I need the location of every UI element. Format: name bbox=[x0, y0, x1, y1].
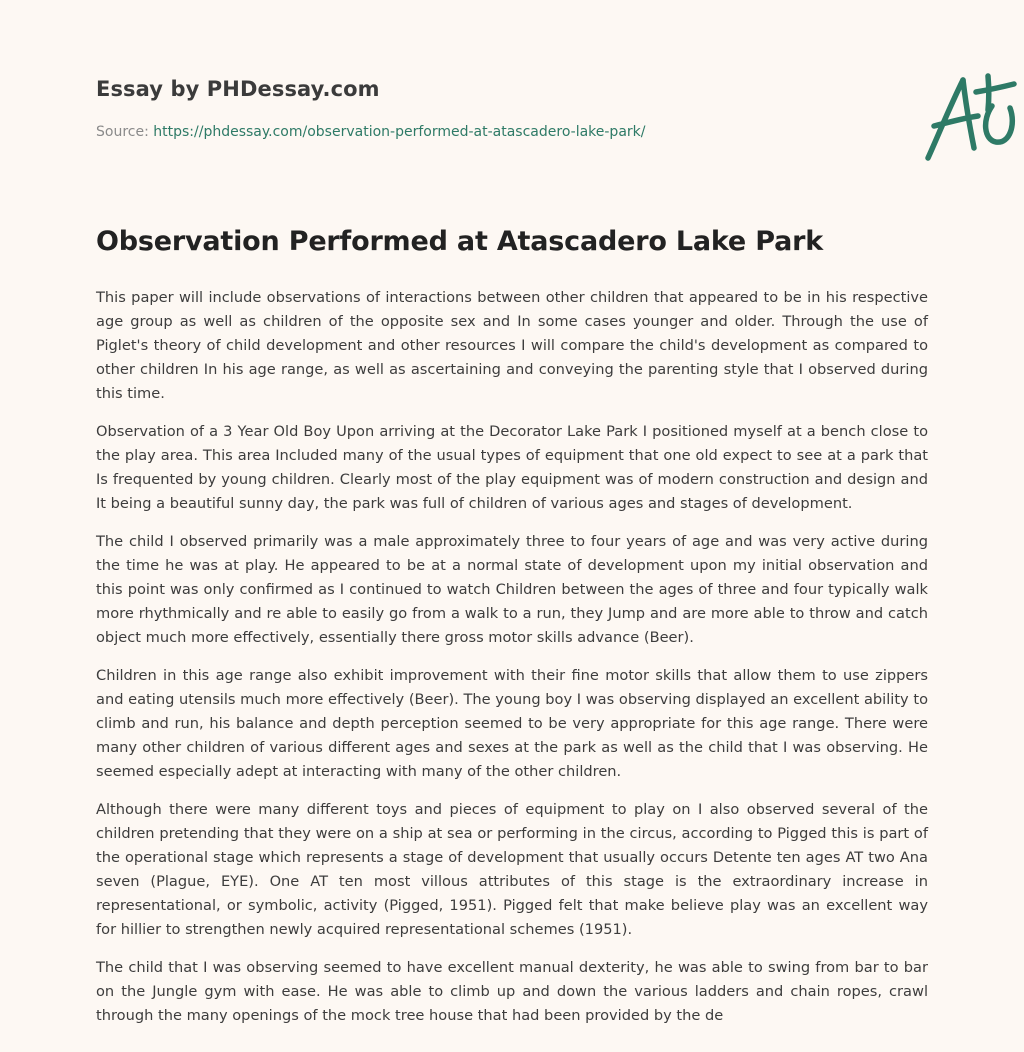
site-brand: Essay by PHDessay.com bbox=[96, 77, 380, 101]
paragraph: This paper will include observations of interactions between other children that appeared to be in his respective age group as well as children of the opposite sex and In some cases younger and older. Through the use of Piglet's theory of child development and other resources I will compare the child's development as compared to other children In his age range, as well as ascertaining and conveying the parenting style that I observed during this time. bbox=[96, 289, 928, 402]
source-link[interactable]: https://phdessay.com/observation-performed-at-atascadero-lake-park/ bbox=[153, 124, 646, 140]
paragraph: Observation of a 3 Year Old Boy Upon arriving at the Decorator Lake Park I positioned myself at a bench close to the play area. This area Included many of the usual types of equipment that one old expect to see at a park that Is frequented by young children. Clearly most of the play equipment was of modern construction and design and It being a beautiful sunny day, the park was full of children of various ages and stages of development. bbox=[96, 423, 928, 512]
essay-title: Observation Performed at Atascadero Lake Park bbox=[96, 226, 824, 257]
paragraph: Children in this age range also exhibit improvement with their fine motor skills that allow them to use zippers and eating utensils much more effectively (Beer). The young boy I was observing displayed an excellent ability to climb and run, his balance and depth perception seemed to be very appropriate for this age range. There were many other children of various different ages and sexes at the park as well as the child that I was observing. He seemed especially adept at interacting with many of the other children. bbox=[96, 667, 928, 780]
paragraph: Although there were many different toys and pieces of equipment to play on I also observed several of the children pretending that they were on a ship at sea or performing in the circus, according to Pigged this is part of the operational stage which represents a stage of development that usually occurs Detente ten ages AT two Ana seven (Plague, EYE). One AT ten most villous attributes of this stage is the extraordinary increase in representational, or symbolic, activity (Pigged, 1951). Pigged felt that make believe play was an excellent way for hillier to strengthen newly acquired representational schemes (1951). bbox=[96, 801, 928, 938]
paragraph: The child that I was observing seemed to have excellent manual dexterity, he was able to swing from bar to bar on the Jungle gym with ease. He was able to climb up and down the various ladders and chain ropes, crawl through the many openings of the mock tree house that had been provided by the de bbox=[96, 959, 928, 1024]
paragraph: The child I observed primarily was a male approximately three to four years of age and was very active during the time he was at play. He appeared to be at a normal state of development upon my initial observation and this point was only confirmed as I continued to watch Children between the ages of three and four typically walk more rhythmically and re able to easily go from a walk to a run, they Jump and are more able to throw and catch object much more effectively, essentially there gross motor skills advance (Beer). bbox=[96, 533, 928, 646]
essay-body bbox=[96, 286, 928, 1042]
source-label: Source: bbox=[96, 124, 154, 140]
source-line bbox=[96, 124, 645, 140]
a-plus-logo bbox=[916, 66, 1024, 166]
